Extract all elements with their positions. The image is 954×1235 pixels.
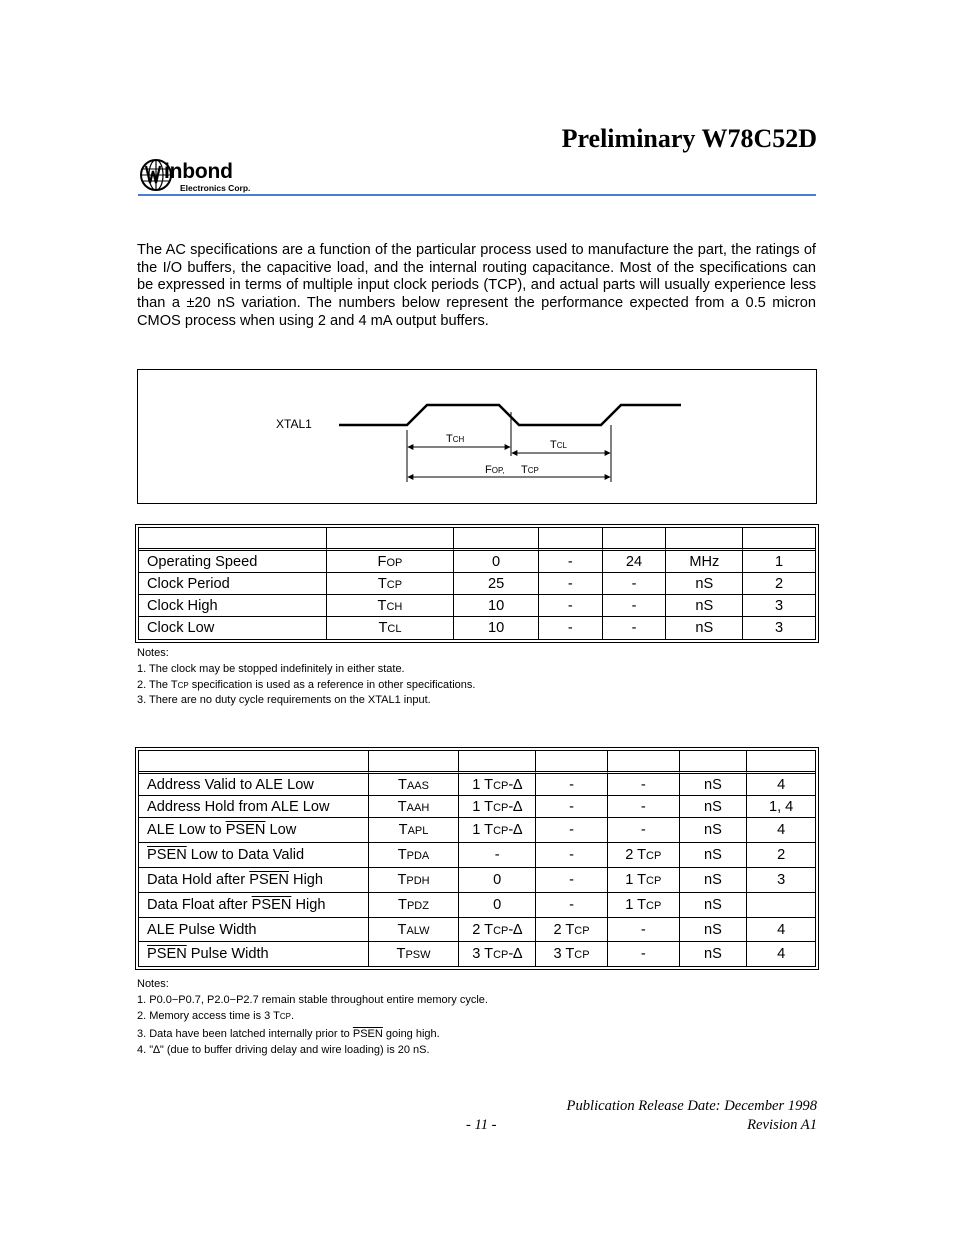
typ-cell: - — [536, 843, 608, 868]
max-cell: - — [603, 573, 667, 595]
tch-label: TCH — [446, 433, 465, 445]
param-cell: PSEN Low to Data Valid — [139, 843, 369, 868]
max-cell: - — [608, 942, 680, 966]
table-row — [139, 818, 815, 843]
table-row — [139, 843, 815, 868]
clock-timing-table — [138, 527, 816, 640]
min-cell: 0 — [459, 868, 536, 893]
typ-cell: - — [536, 774, 608, 796]
symbol-cell: TAPL — [369, 818, 460, 843]
param-cell: Data Float after PSEN High — [139, 893, 369, 918]
max-cell: - — [608, 918, 680, 942]
min-cell: 0 — [459, 893, 536, 918]
param-cell: PSEN Pulse Width — [139, 942, 369, 966]
param-cell: ALE Low to PSEN Low — [139, 818, 369, 843]
min-cell: 10 — [454, 617, 539, 639]
param-cell: Clock Period — [139, 573, 327, 595]
max-cell: - — [603, 617, 667, 639]
min-cell: 2 TCP-∆ — [459, 918, 536, 942]
typ-cell: - — [539, 551, 603, 573]
param-cell: Clock Low — [139, 617, 327, 639]
symbol-cell: TPDH — [369, 868, 460, 893]
table-row — [139, 868, 815, 893]
param-cell: ALE Pulse Width — [139, 918, 369, 942]
tcl-label: TCL — [550, 439, 567, 451]
unit-cell: nS — [680, 774, 748, 796]
max-cell: 24 — [603, 551, 667, 573]
unit-cell: MHz — [666, 551, 743, 573]
max-cell: - — [608, 796, 680, 818]
fetch-table-notes — [137, 977, 488, 1059]
typ-cell: - — [539, 573, 603, 595]
intro-paragraph: The AC specifications are a function of the particular process used to manufacture the part, the ratings of the I/O buffers, the capacitive load, and the internal routing capacitance. Most of the specifications can be expressed in terms of multiple input clock periods (TCP), and actual parts will usually experience less than a ±20 nS variation. The numbers below represent the performance expected from a 0.5 micron CMOS process when using 2 and 4 mA output buffers. — [137, 242, 816, 329]
note-item: 2. Memory access time is 3 TCP. — [137, 1009, 295, 1022]
table-row — [139, 942, 815, 966]
max-cell: 2 TCP — [608, 843, 680, 868]
xtal1-waveform — [339, 405, 681, 425]
note-item: 2. The TCP specification is used as a reference in other specifications. — [137, 678, 476, 691]
unit-cell: nS — [680, 868, 748, 893]
unit-cell: nS — [680, 796, 748, 818]
min-cell: 3 TCP-∆ — [459, 942, 536, 966]
max-cell: - — [608, 818, 680, 843]
symbol-cell: TALW — [369, 918, 460, 942]
unit-cell: nS — [666, 595, 743, 617]
unit-cell: nS — [680, 918, 748, 942]
unit-cell: nS — [666, 617, 743, 639]
header-rule — [138, 194, 816, 196]
fop-label: FOP, — [485, 464, 505, 476]
typ-cell: - — [536, 796, 608, 818]
table-row — [139, 796, 815, 818]
table-row — [139, 595, 815, 617]
typ-cell: - — [539, 617, 603, 639]
table-row — [139, 918, 815, 942]
max-cell: 1 TCP — [608, 868, 680, 893]
notes-title: Notes: — [137, 978, 169, 990]
symbol-cell: TCH — [327, 595, 455, 617]
max-cell: - — [603, 595, 667, 617]
typ-cell: 3 TCP — [536, 942, 608, 966]
symbol-cell: TPDZ — [369, 893, 460, 918]
note-item: 3. There are no duty cycle requirements on the XTAL1 input. — [137, 694, 431, 707]
symbol-cell: TAAH — [369, 796, 460, 818]
notes-cell: 3 — [747, 868, 815, 893]
table-header-row — [139, 528, 815, 551]
logo-subtitle: Electronics Corp. — [180, 183, 251, 193]
min-cell: 1 TCP-∆ — [459, 818, 536, 843]
clock-waveform — [138, 370, 816, 503]
table-row — [139, 573, 815, 595]
note-item: 1. The clock may be stopped indefinitely in either state. — [137, 662, 405, 675]
min-cell: 25 — [454, 573, 539, 595]
table-row — [139, 774, 815, 796]
symbol-cell: TCP — [327, 573, 455, 595]
unit-cell: nS — [680, 843, 748, 868]
table-header-row — [139, 751, 815, 774]
max-cell: 1 TCP — [608, 893, 680, 918]
typ-cell: - — [539, 595, 603, 617]
min-cell: - — [459, 843, 536, 868]
max-cell: - — [608, 774, 680, 796]
unit-cell: nS — [680, 818, 748, 843]
min-cell: 1 TCP-∆ — [459, 774, 536, 796]
tcp-label: TCP — [521, 464, 539, 476]
notes-cell: 1 — [743, 551, 815, 573]
publication-date: Publication Release Date: December 1998 — [566, 1098, 817, 1114]
notes-cell: 3 — [775, 620, 784, 636]
table-row — [139, 893, 815, 918]
notes-cell: 2 — [747, 843, 815, 868]
note-item: 1. P0.0−P0.7, P2.0−P2.7 remain stable throughout entire memory cycle. — [137, 993, 488, 1006]
winbond-logo — [140, 157, 270, 195]
table-row — [139, 551, 815, 573]
param-cell: Address Hold from ALE Low — [139, 796, 369, 818]
unit-cell: nS — [666, 573, 743, 595]
table-row — [139, 617, 815, 639]
min-cell: 10 — [454, 595, 539, 617]
notes-cell — [747, 893, 815, 918]
typ-cell: 2 TCP — [536, 918, 608, 942]
min-cell: 1 TCP-∆ — [459, 796, 536, 818]
unit-cell: nS — [680, 893, 748, 918]
min-cell: 0 — [454, 551, 539, 573]
notes-cell: 3 — [743, 595, 815, 617]
param-cell: Data Hold after PSEN High — [139, 868, 369, 893]
notes-cell: 4 — [747, 918, 815, 942]
param-cell: Clock High — [139, 595, 327, 617]
notes-cell: 4 — [747, 774, 815, 796]
typ-cell: - — [536, 868, 608, 893]
symbol-cell: TPDA — [369, 843, 460, 868]
symbol-cell: TPSW — [369, 942, 460, 966]
page-title: Preliminary W78C52D — [561, 124, 817, 153]
xtal1-label: XTAL1 — [276, 417, 312, 431]
logo-wordmark: inbond — [164, 160, 233, 183]
clock-table-notes — [137, 646, 475, 709]
notes-cell: 4 — [777, 946, 786, 962]
notes-cell: 1, 4 — [747, 796, 815, 818]
notes-cell: 4 — [747, 818, 815, 843]
program-fetch-table — [138, 750, 816, 967]
notes-title: Notes: — [137, 647, 169, 659]
symbol-cell: FOP — [327, 551, 455, 573]
symbol-cell: TAAS — [369, 774, 460, 796]
param-cell: Operating Speed — [139, 551, 327, 573]
clock-timing-diagram — [137, 369, 817, 504]
page-number: - 11 - — [466, 1117, 497, 1133]
param-cell: Address Valid to ALE Low — [139, 774, 369, 796]
revision: Revision A1 — [747, 1117, 817, 1133]
note-item: 3. Data have been latched internally prior to PSEN going high. — [137, 1028, 440, 1041]
unit-cell: nS — [680, 942, 748, 966]
symbol-cell: TCL — [327, 617, 455, 639]
notes-cell: 2 — [743, 573, 815, 595]
typ-cell: - — [536, 893, 608, 918]
typ-cell: - — [536, 818, 608, 843]
note-item: 4. "∆" (due to buffer driving delay and wire loading) is 20 nS. — [137, 1044, 430, 1057]
